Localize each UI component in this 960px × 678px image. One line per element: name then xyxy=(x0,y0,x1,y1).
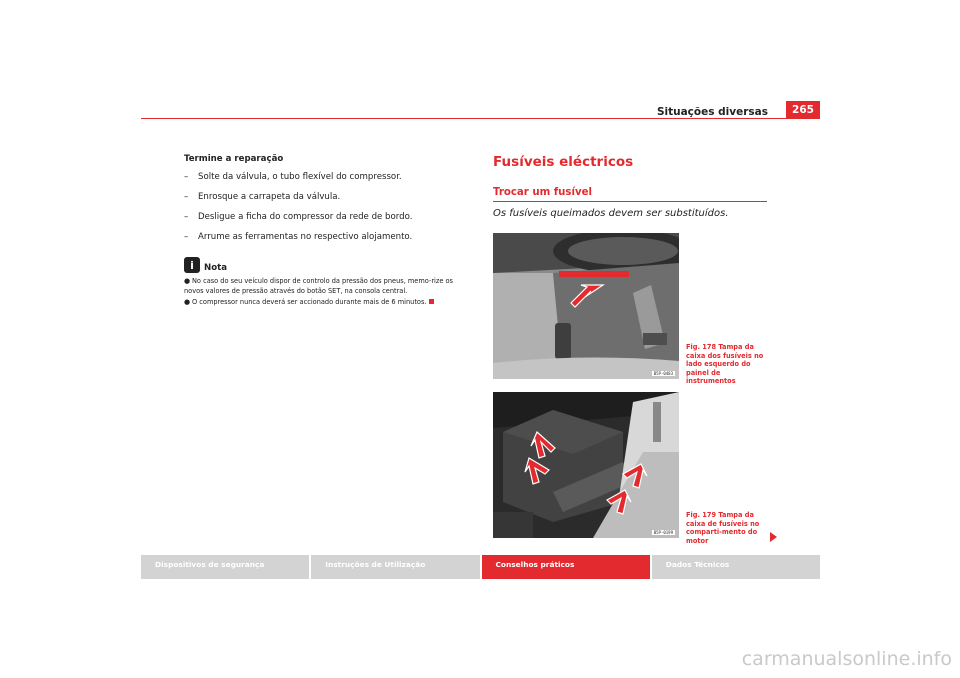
info-icon: i xyxy=(184,257,200,273)
figure-code: B5P-0199 xyxy=(653,530,673,535)
intro-text: Os fusíveis queimados devem ser substituídos. xyxy=(493,208,729,219)
step-item: – Solte da válvula, o tubo flexível do compressor. xyxy=(184,172,402,182)
continue-arrow-icon xyxy=(770,532,777,542)
figure-dashboard-fuse-cover xyxy=(493,233,679,379)
subsection-divider xyxy=(493,201,767,202)
header-divider xyxy=(141,118,820,119)
bullet-icon: ● xyxy=(184,298,191,306)
left-column xyxy=(184,154,471,310)
figure-engine-fuse-box xyxy=(493,392,679,538)
footer-tab-instrucoes[interactable]: Instruções de Utilização xyxy=(311,555,479,579)
section-end-icon xyxy=(429,299,434,304)
engine-bay-illustration xyxy=(493,392,679,538)
figure-code: B5P-0483 xyxy=(653,371,673,376)
section-heading: Termine a reparação xyxy=(184,154,284,164)
footer-tab-conselhos[interactable]: Conselhos práticos xyxy=(482,555,650,579)
step-item: – Enrosque a carrapeta da válvula. xyxy=(184,192,341,202)
figure-caption: Fig. 178 Tampa da caixa dos fusíveis no lado esquerdo do painel de instrumentos xyxy=(686,343,764,385)
note-item: ● O compressor nunca deverá ser accionado durante mais de 6 minutos. xyxy=(184,298,471,308)
watermark: carmanualsonline.info xyxy=(741,648,952,670)
dashboard-illustration xyxy=(493,233,679,379)
subsection-title: Trocar um fusível xyxy=(493,187,593,198)
footer-tab-seguranca[interactable]: Dispositivos de segurança xyxy=(141,555,309,579)
step-item: – Arrume as ferramentas no respectivo alojamento. xyxy=(184,232,413,242)
note-header xyxy=(184,257,471,273)
footer-nav xyxy=(141,555,820,579)
note-item: ● No caso do seu veículo dispor de controlo da pressão dos pneus, memo-rize os novos valores de pressão através do botão SET, na consola central. xyxy=(184,277,453,295)
bullet-icon: ● xyxy=(184,277,191,285)
step-item: – Desligue a ficha do compressor da rede de bordo. xyxy=(184,212,413,222)
footer-tab-dados[interactable]: Dados Técnicos xyxy=(652,555,820,579)
section-title: Fusíveis eléctricos xyxy=(493,154,634,170)
page-number: 265 xyxy=(786,101,820,119)
note-label: Nota xyxy=(204,263,228,273)
page-header-title: Situações diversas xyxy=(656,106,768,118)
figure-caption: Fig. 179 Tampa da caixa de fusíveis no comparti-mento do motor xyxy=(686,511,760,545)
